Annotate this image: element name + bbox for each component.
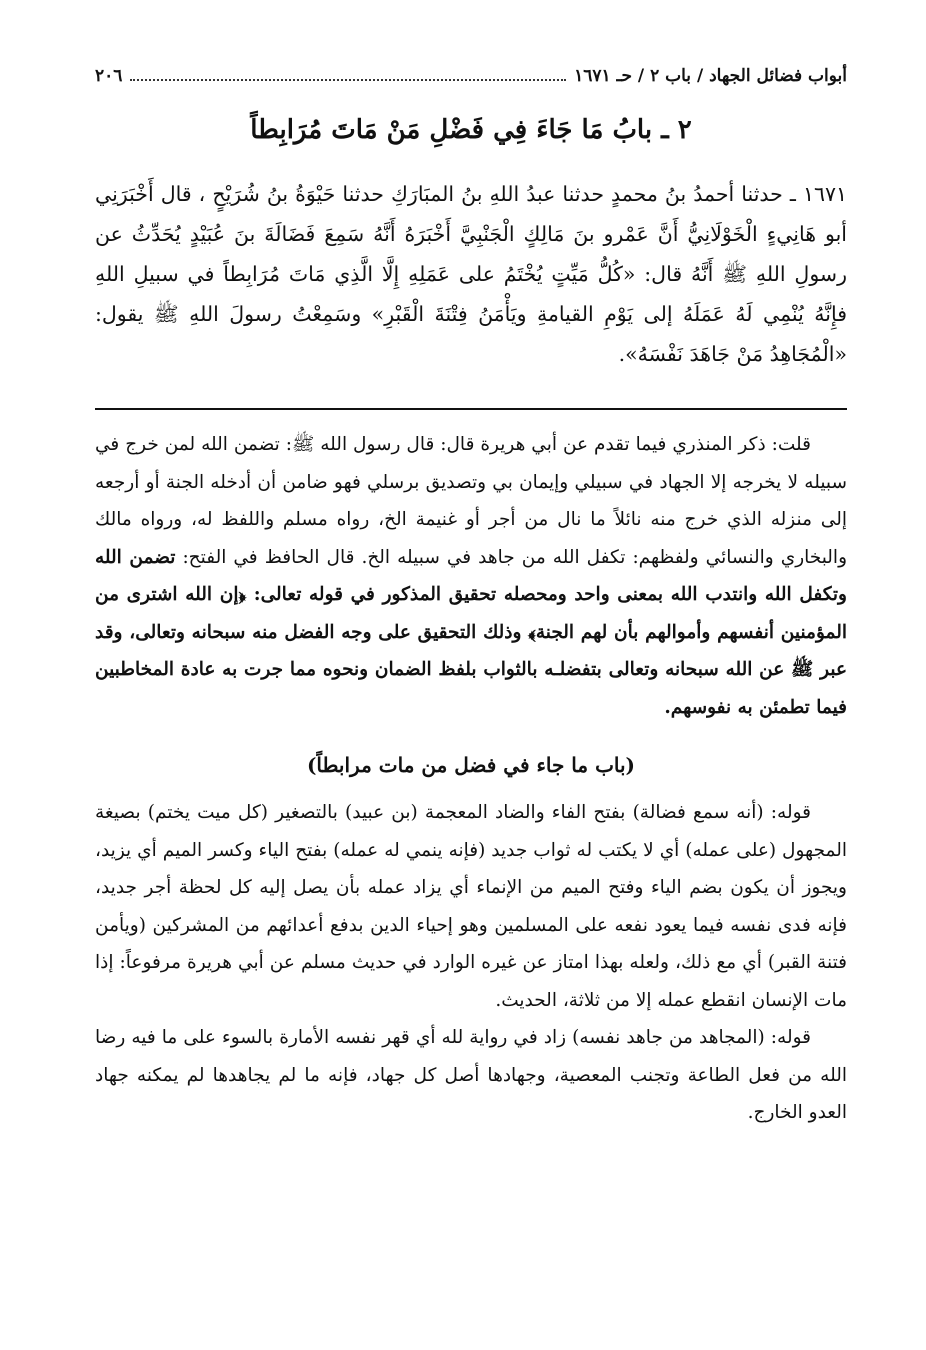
running-header xyxy=(95,66,847,96)
commentary xyxy=(95,426,847,1132)
commentary-paragraph-2: قوله: (أنه سمع فضالة) بفتح الفاء والضاد المعجمة (بن عبيد) بالتصغير (كل ميت يختم) بصيغة المجهول (على عمله) أي لا يكتب له ثواب جديد (فإنه ينمي له عمله) بفتح الياء وكسر الميم أي يزيد، ويجوز أن يكون بضم الياء وفتح الميم من الإنماء أي يزاد عمله بأن يصل إليه كل لحظة أجر جديد، فإنه فدى نفسه فيما يعود نفعه على المسلمين وهو إحياء الدين بدفع أعدائهم من المشركين (ويأمن فتنة القبر) أي مع ذلك، ولعله بهذا امتاز عن غيره الوارد في حديث مسلم عن أبي هريرة مرفوعاً: إذا مات الإنسان انقطع عمله إلا من ثلاثة، الحديث. xyxy=(95,802,847,1011)
commentary-paragraph-3: قوله: (المجاهد من جاهد نفسه) زاد في رواية لله أي قهر نفسه الأمارة بالسوء على ما فيه رضا الله من فعل الطاعة وتجنب المعصية، وجهادها أصل كل جهاد، فإنه ما لم يجاهدها لم يمكنه جهاد العدو الخارج. xyxy=(95,1027,847,1123)
separator-rule xyxy=(95,408,847,410)
commentary-p1-plain: قلت: ذكر المنذري فيما تقدم عن أبي هريرة قال: قال رسول الله ﷺ: تضمن الله لمن خرج في سبيله لا يخرجه إلا الجهاد في سبيلي وإيمان بي وتصديق برسلي فهو ضامن أن أدخله الجنة أو أرجعه إلى منزله الذي خرج منه نائلاً ما نال من أجر أو غنيمة الخ، رواه مسلم واللفظ له، ورواه مالك والبخاري والنسائي ولفظهم: تكفل الله من جاهد في سبيله الخ. قال الحافظ في الفتح: xyxy=(95,434,847,568)
commentary-paragraph-1 xyxy=(95,426,847,726)
hadith-text: ١٦٧١ ـ حدثنا أحمدُ بنُ محمدٍ حدثنا عبدُ اللهِ بنُ المبَارَكِ حدثنا حَيْوَةُ بنُ شُرَيْحٍ ، قال أَخْبَرَنِي أبو هَانِيءٍ الْخَوْلَانِيُّ أَنَّ عَمْرو بنَ مَالِكٍ الْجَنْبِيَّ أَخْبَرَهُ أَنَّهُ سَمِعَ فَضَالَةَ بنَ عُبَيْدٍ يُحَدِّثُ عن رسولِ اللهِ ﷺ أَنَّهُ قال: «كُلُّ مَيِّتٍ يُخْتَمُ على عَمَلِهِ إِلَّا الَّذِي مَاتَ مُرَابِطاً في سبيلِ اللهِ فإِنَّهُ يُنْمِي لَهُ عَمَلَهُ إلى يَوْمِ القيامةِ ويَأْمَنُ فِتْنَةَ الْقَبْرِ» وسَمِعْتُ رسولَ اللهِ ﷺ يقول: «الْمُجَاهِدُ مَنْ جَاهَدَ نَفْسَهُ». xyxy=(95,182,847,366)
commentary-p1-bold: تضمن الله وتكفل الله وانتدب الله بمعنى واحد ومحصله تحقيق المذكور في قوله تعالى: ﴿إن الله اشترى من المؤمنين أنفسهم وأموالهم بأن لهم الجنة﴾ وذلك التحقيق على وجه الفضل منه سبحانه وتعالى، وقد عبر ﷺ عن الله سبحانه وتعالى بتفضلـه بالثواب بلفظ الضمان ونحوه مما جرت به عادة المخاطبين فيما تطمئن به نفوسهم. xyxy=(95,546,847,718)
commentary-subtitle: (باب ما جاء في فضل من مات مرابطاً) xyxy=(306,753,636,777)
header-dots xyxy=(130,79,566,81)
running-title: أبواب فضائل الجهاد / باب ٢ / حـ ١٦٧١ xyxy=(574,66,847,86)
chapter-title: ٢ ـ بابُ مَا جَاءَ فِي فَضْلِ مَنْ مَاتَ مُرَابِطاً xyxy=(250,115,692,145)
page-number: ٢٠٦ xyxy=(95,66,123,86)
book-page xyxy=(95,66,847,1132)
